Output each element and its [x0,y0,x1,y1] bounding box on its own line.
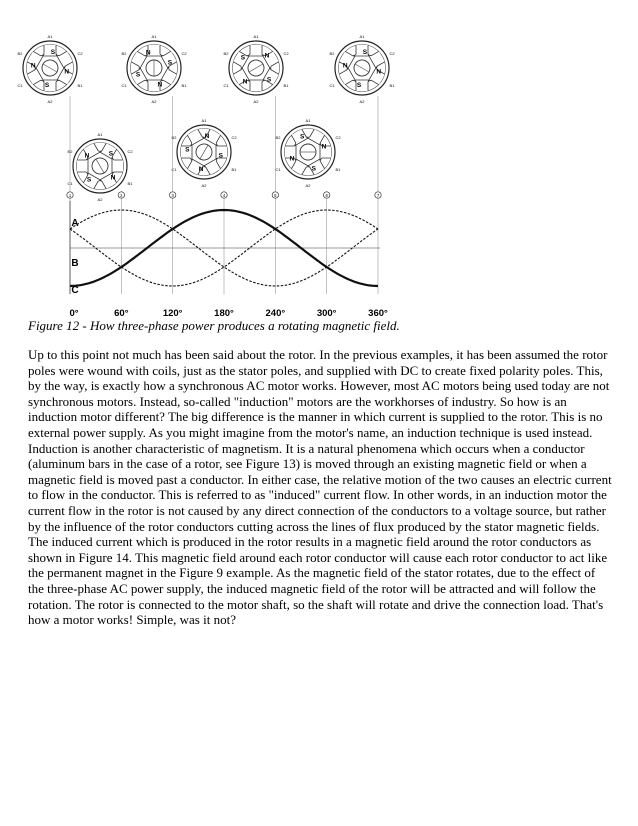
terminal-label: B2 [17,51,23,56]
pole-letter: S [135,71,141,79]
stator-diagram [171,118,237,188]
terminal-label: A2 [97,197,103,202]
pole-letter: S [50,48,56,56]
pole-letter: S [185,146,190,154]
terminal-label: C2 [127,149,133,154]
pole-letter: N [145,49,151,57]
terminal-label: B2 [223,51,229,56]
pole-shoe [186,128,205,146]
pole-shoe [368,50,386,69]
terminal-label: C1 [275,167,281,172]
angle-tick-label: 240° [265,308,286,319]
stator-diagram [223,34,289,104]
pole-letter: S [362,48,368,56]
pole-letter: N [30,62,36,70]
pole-letter: S [240,54,246,62]
stator-diagram [17,34,83,104]
rotor [300,144,316,160]
terminal-label: B1 [231,167,237,172]
terminal-label: C2 [77,51,83,56]
stator-pole [338,67,356,86]
body-paragraph: Up to this point not much has been said about the rotor. In the previous examples, it has been assumed the rotor poles were wound with coils, just as the stator poles, and supplied with DC to create fixed polarity poles. This, by the way, is exactly how a synchronous AC motor works. However, most AC motors being used today are not synchronous motors. Instead, so-called "induction" motors are the workhorses of industry. So how is an induction motor different? The big difference is the manner in which current is supplied to the rotor. This is no external power supply. As you might imagine from the motor's name, an induction technique is used instead. Induction is another characteristic of magnetism. It is a natural phenomena which occurs when a conductor (aluminum bars in the case of a rotor, see Figure 13) is moved through an existing magnetic field or when a magnetic field is moved past a conductor. In either case, the relative motion of the two causes an electric current to flow in the conductor. This is referred to as "induced" current flow. In other words, in an induction motor the current flow in the rotor is not caused by any direct connection of the conductors to a voltage source, but rather by the influence of the rotor conductors cutting across the lines of flux produced by the stator magnetic fields. The induced current which is produced in the rotor results in a magnetic field around the rotor conductors as shown in Figure 14. This magnetic field around each rotor conductor will cause each rotor conductor to act like the permanent magnet in the Figure 9 example. As the magnetic field of the stator rotates, due to the effect of the three-phase AC power supply, the induced magnetic field of the rotor will be attracted and will follow the rotation. The rotor is connected to the motor shaft, so the shaft will rotate and drive the connection load. That's how a motor works! Simple, was it not? [28,347,612,628]
pole-letter: N [289,155,295,163]
pole-letter: N [342,62,348,70]
stator-pole [99,172,118,190]
pole-letter: S [167,59,173,67]
rotor [193,141,215,163]
pole-shoe [77,158,88,174]
pole-letter: N [204,132,210,140]
terminal-label: A2 [253,99,259,104]
stator-pole [56,50,74,69]
angle-tick-label: 180° [214,308,234,319]
terminal-label: A1 [151,34,157,39]
stator-pole [112,158,123,174]
position-marker-label: 5 [274,192,277,198]
position-marker-label: 2 [120,192,123,198]
stator-pole [82,172,101,190]
terminal-label: B1 [283,83,289,88]
pole-shoe [160,67,178,86]
phase-label-a: A [71,218,79,229]
stator-pole [307,158,326,176]
terminal-label: C1 [223,83,229,88]
angle-tick-label: 300° [316,308,337,319]
pole-shoe [203,158,222,176]
pole-letter: S [218,152,223,160]
terminal-label: C2 [283,51,289,56]
pole-shoe [26,67,44,86]
terminal-label: B2 [67,149,73,154]
terminal-label: A1 [253,34,259,39]
pole-letter: N [157,81,163,89]
angle-tick-label: 60° [114,308,129,319]
pole-letter: N [376,68,382,76]
rotor [39,57,61,79]
terminal-label: A1 [359,34,365,39]
stator-pole [26,67,44,86]
terminal-label: B2 [171,135,177,140]
terminal-label: C1 [121,83,127,88]
terminal-label: B1 [127,181,133,186]
terminal-label: C2 [389,51,395,56]
stator-pole [186,128,205,146]
stator-pole [160,67,178,86]
pole-letter: N [64,68,70,76]
pole-shoe [112,158,123,174]
terminal-label: A2 [305,183,311,188]
phase-label-b: B [71,258,79,269]
rotor [146,60,162,76]
terminal-label: C1 [17,83,23,88]
body-text [28,347,612,628]
figure-caption: Figure 12 - How three-phase power produces a rotating magnetic field. [28,318,400,333]
stator-diagram [275,118,341,188]
angle-tick-label: 360° [368,308,388,319]
terminal-label: A1 [47,34,53,39]
position-marker-label: 1 [68,192,72,198]
stator-pole [368,50,386,69]
pole-letter: S [266,76,272,84]
pole-letter: S [356,82,362,90]
terminal-label: A1 [305,118,311,123]
pole-letter: N [84,152,90,160]
terminal-label: B2 [329,51,335,56]
pole-shoe [56,50,74,69]
terminal-label: C2 [335,135,341,140]
pole-shoe [248,45,264,56]
stator-diagram [121,34,187,104]
pole-letter: N [110,174,116,182]
waveform-plot [67,96,388,319]
terminal-label: A1 [97,132,103,137]
terminal-label: C2 [231,135,237,140]
terminal-label: B2 [275,135,281,140]
pole-letter: S [300,133,305,141]
pole-shoe [82,172,101,190]
pole-letter: S [311,165,316,173]
pole-letter: S [108,150,114,158]
terminal-label: B1 [335,167,341,172]
terminal-label: B1 [389,83,395,88]
pole-letter: N [264,52,270,60]
terminal-label: A2 [201,183,207,188]
terminal-label: A2 [47,99,53,104]
terminal-label: A1 [201,118,207,123]
rotor [89,155,111,177]
stator-pole [248,45,264,56]
terminal-label: C1 [67,181,73,186]
pole-letter: N [321,143,327,151]
pole-letter: N [198,166,204,174]
terminal-label: B1 [77,83,83,88]
angle-tick-label: 120° [162,308,183,319]
rotor [351,57,373,79]
pole-shoe [99,172,118,190]
position-marker-label: 7 [376,192,380,198]
terminal-label: C1 [329,83,335,88]
pole-shoe [338,67,356,86]
pole-letter: N [242,78,248,86]
position-marker-label: 6 [325,192,328,198]
figure-illustration [17,26,395,326]
terminal-label: B1 [181,83,187,88]
pole-letter: S [86,176,92,184]
stator-diagram [329,34,395,104]
pole-shoe [248,80,264,91]
stator-pole [77,158,88,174]
terminal-label: C1 [171,167,177,172]
terminal-label: B2 [121,51,127,56]
position-marker-label: 4 [222,192,226,198]
stator-diagram [67,132,133,202]
stator-pole [203,158,222,176]
phase-label-c: C [71,285,79,296]
pole-shoe [307,158,326,176]
terminal-label: A2 [359,99,365,104]
pole-letter: S [44,82,50,90]
angle-tick-label: 0° [69,308,79,319]
rotor [245,57,267,79]
stator-pole [248,80,264,91]
terminal-label: C2 [181,51,187,56]
terminal-label: A2 [151,99,157,104]
position-marker-label: 3 [171,192,174,198]
three-phase-figure [17,26,395,326]
